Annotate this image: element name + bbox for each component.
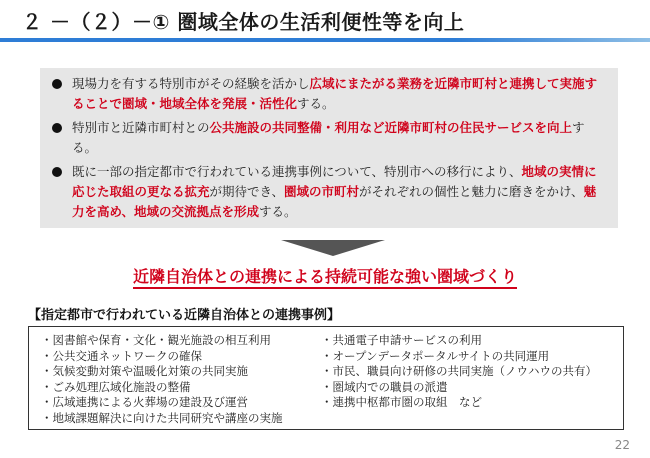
examples-right-column	[321, 333, 597, 411]
summary-box	[40, 68, 618, 228]
example-item: ・圏域内での職員の派遣	[321, 379, 448, 394]
bullet-text: 既に一部の指定都市で行われている連携事例について、特別市への移行により、	[72, 164, 522, 179]
bullet-text: する。	[259, 204, 297, 219]
example-item: ・ごみ処理広域化施設の整備	[41, 379, 191, 394]
bullet-text: が期待でき、	[209, 184, 285, 199]
examples-title: 【指定都市で行われている近隣自治体との連携事例】	[28, 308, 341, 323]
bullet-highlight-text: 地域の実情に応じた取組の更なる拡充	[72, 164, 597, 199]
example-item: ・共通電子申請サービスの利用	[321, 333, 482, 347]
bullet-text: 現場力を有する特別市がその経験を活かし	[72, 76, 310, 91]
bullet-highlight-text: 圏域の市町村	[284, 184, 360, 199]
bullet-highlight-text: 広域にまたがる業務を近隣市町村と連携して実施することで圏域・地域全体を発展・活性化	[72, 76, 598, 111]
bullet-highlight-text: 魅力を高め、地域の交流拠点を形成	[72, 184, 597, 219]
bullet-dot-icon	[52, 79, 62, 89]
bullet-text: がそれぞれの個性と魅力に磨きをかけ、	[359, 184, 584, 199]
example-item: ・気候変動対策や温暖化対策の共同実施	[41, 364, 248, 378]
bullet-highlight-text: 公共施設の共同整備・利用など近隣市町村の住民サービスを向上	[209, 120, 573, 135]
headline-text: 近隣自治体との連携による持続可能な強い圏域づくり	[133, 267, 517, 289]
title-underline	[0, 38, 650, 42]
bullet-item	[52, 74, 604, 114]
bullet-text: する。	[297, 96, 335, 111]
bullet-dot-icon	[52, 123, 62, 133]
headline	[0, 264, 650, 287]
example-item: ・連携中枢都市圏の取組 など	[321, 395, 482, 409]
example-item: ・広域連携による火葬場の建設及び運営	[41, 395, 248, 409]
example-item: ・市民、職員向け研修の共同実施（ノウハウの共有）	[321, 364, 597, 378]
bullet-list	[40, 68, 618, 222]
slide-title: ２ －（２）－① 圏域全体の生活利便性等を向上	[22, 10, 465, 34]
example-item: ・公共交通ネットワークの確保	[41, 348, 202, 363]
page-number: 22	[614, 438, 630, 452]
down-arrow-icon	[281, 240, 385, 256]
example-item: ・図書館や保育・文化・観光施設の相互利用	[41, 333, 271, 347]
example-item: ・オープンデータポータルサイトの共同運用	[321, 348, 550, 363]
examples-box	[28, 326, 624, 430]
bullet-text: 特別市と近隣市町村との	[72, 120, 210, 135]
bullet-dot-icon	[52, 167, 62, 177]
example-item: ・地域課題解決に向けた共同研究や講座の実施	[41, 410, 283, 425]
examples-left-column	[41, 333, 283, 426]
bullet-item	[52, 162, 604, 222]
bullet-item	[52, 118, 604, 158]
bullet-text: する。	[72, 120, 585, 155]
